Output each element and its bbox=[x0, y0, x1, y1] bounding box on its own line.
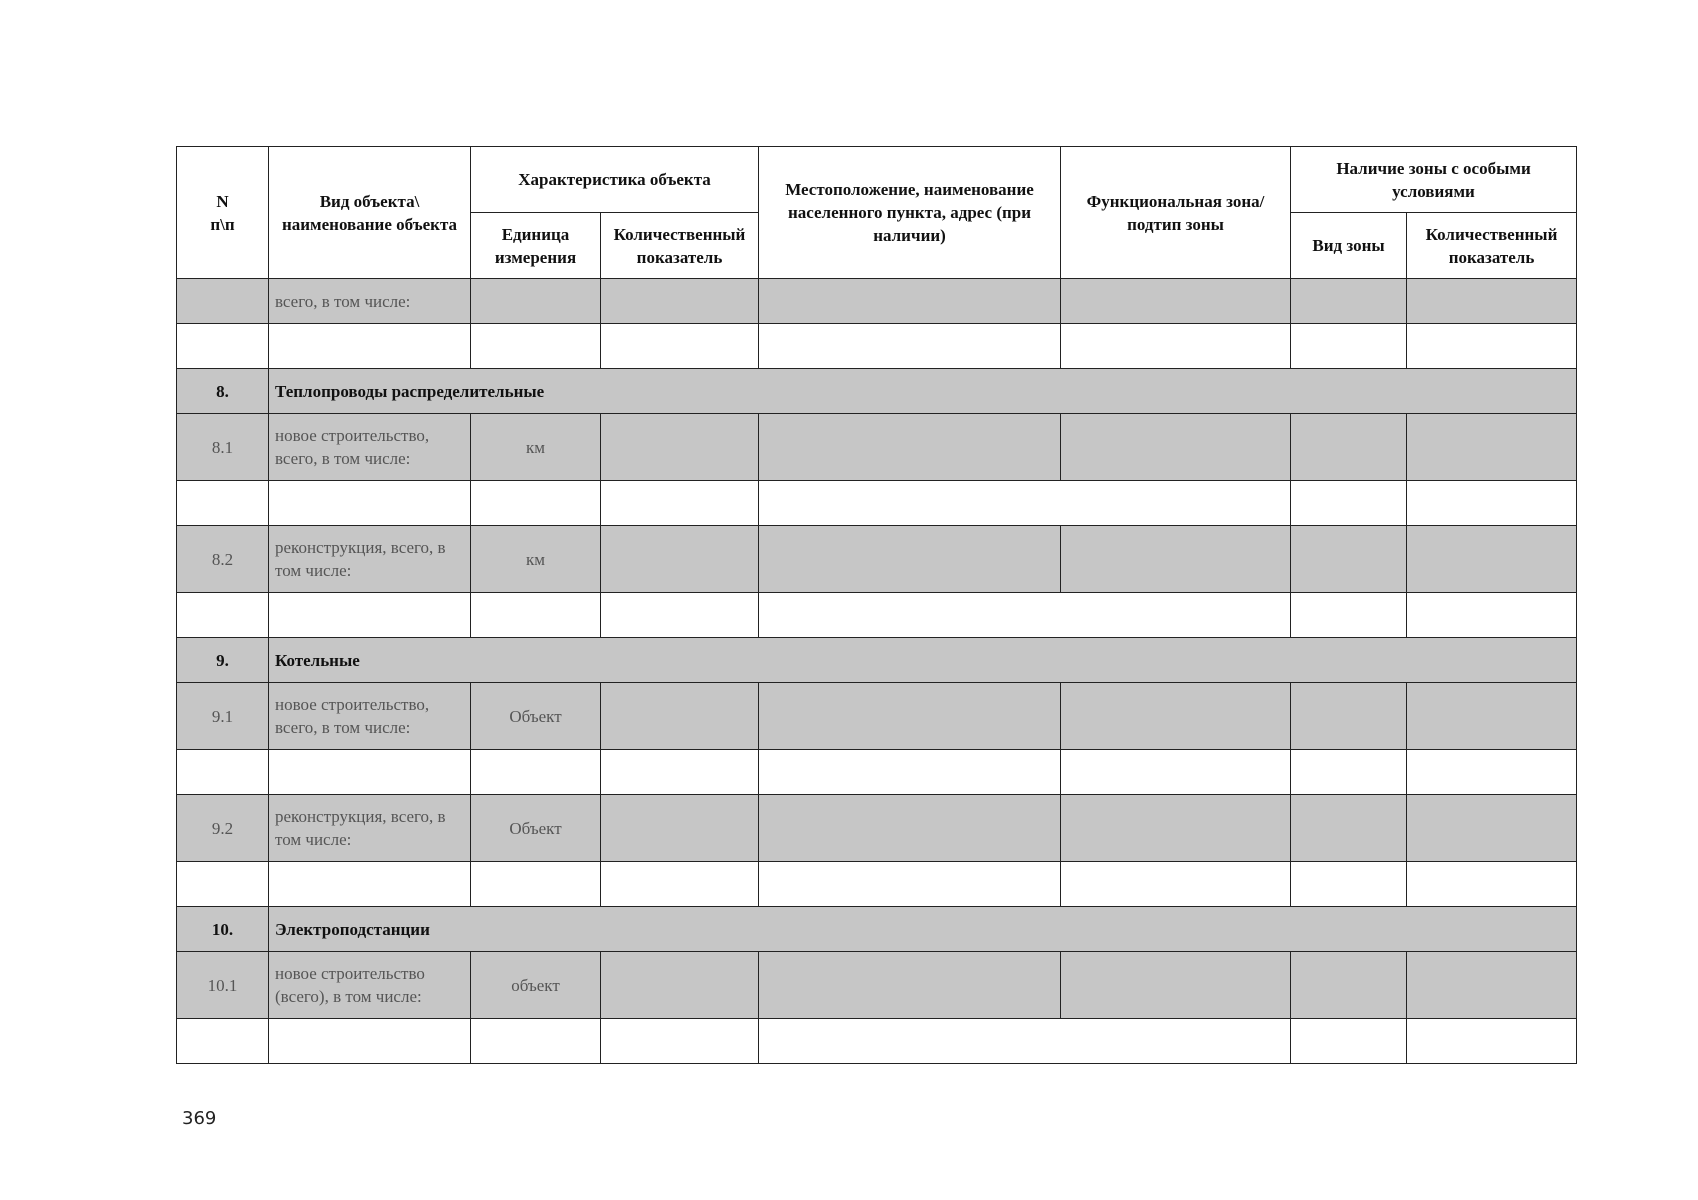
section-title: Электроподстанции bbox=[269, 907, 1577, 952]
cell-zone-quantity bbox=[1407, 1019, 1577, 1064]
table-row bbox=[177, 481, 1577, 526]
cell-label bbox=[269, 1019, 471, 1064]
cell-number bbox=[177, 862, 269, 907]
cell-label bbox=[269, 862, 471, 907]
cell-zone-quantity bbox=[1407, 683, 1577, 750]
cell-location bbox=[759, 481, 1291, 526]
cell-unit bbox=[471, 593, 601, 638]
col-header-unit: Единица измерения bbox=[471, 213, 601, 279]
cell-unit bbox=[471, 862, 601, 907]
cell-zone-quantity bbox=[1407, 750, 1577, 795]
cell-label: реконструкция, всего, в том числе: bbox=[269, 526, 471, 593]
cell-zone-type bbox=[1291, 952, 1407, 1019]
facilities-table bbox=[176, 146, 1577, 1064]
cell-number: 9.2 bbox=[177, 795, 269, 862]
cell-location bbox=[759, 526, 1061, 593]
cell-zone-quantity bbox=[1407, 324, 1577, 369]
cell-zone-quantity bbox=[1407, 795, 1577, 862]
cell-location bbox=[759, 683, 1061, 750]
cell-label: новое строительство (всего), в том числе: bbox=[269, 952, 471, 1019]
cell-unit: км bbox=[471, 526, 601, 593]
table-row bbox=[177, 414, 1577, 481]
cell-quantity bbox=[601, 862, 759, 907]
cell-zone bbox=[1061, 414, 1291, 481]
cell-zone-quantity bbox=[1407, 952, 1577, 1019]
cell-location bbox=[759, 414, 1061, 481]
cell-zone-quantity bbox=[1407, 526, 1577, 593]
table-row bbox=[177, 324, 1577, 369]
cell-number: 8.2 bbox=[177, 526, 269, 593]
col-header-functional-zone: Функциональная зона/ подтип зоны bbox=[1061, 147, 1291, 279]
cell-zone-type bbox=[1291, 414, 1407, 481]
page-number: 369 bbox=[182, 1108, 217, 1129]
cell-quantity bbox=[601, 481, 759, 526]
cell-location bbox=[759, 279, 1061, 324]
col-header-zone-type: Вид зоны bbox=[1291, 213, 1407, 279]
cell-zone-type bbox=[1291, 750, 1407, 795]
cell-label bbox=[269, 324, 471, 369]
cell-quantity bbox=[601, 1019, 759, 1064]
cell-number: 9.1 bbox=[177, 683, 269, 750]
cell-label: новое строительство, всего, в том числе: bbox=[269, 414, 471, 481]
section-title: Теплопроводы распределительные bbox=[269, 369, 1577, 414]
cell-quantity bbox=[601, 593, 759, 638]
col-header-characteristics: Характеристика объекта bbox=[471, 147, 759, 213]
cell-quantity bbox=[601, 324, 759, 369]
table-row bbox=[177, 862, 1577, 907]
cell-zone-type bbox=[1291, 862, 1407, 907]
cell-zone-type bbox=[1291, 526, 1407, 593]
cell-number bbox=[177, 481, 269, 526]
table-row bbox=[177, 593, 1577, 638]
cell-label: всего, в том числе: bbox=[269, 279, 471, 324]
cell-number bbox=[177, 1019, 269, 1064]
cell-label: новое строительство, всего, в том числе: bbox=[269, 683, 471, 750]
section-row-8 bbox=[177, 369, 1577, 414]
col-header-object-type: Вид объекта\ наименование объекта bbox=[269, 147, 471, 279]
section-row-9 bbox=[177, 638, 1577, 683]
cell-label bbox=[269, 481, 471, 526]
cell-zone-type bbox=[1291, 279, 1407, 324]
cell-number bbox=[177, 750, 269, 795]
cell-quantity bbox=[601, 795, 759, 862]
cell-zone bbox=[1061, 526, 1291, 593]
cell-unit bbox=[471, 750, 601, 795]
col-header-location: Местоположение, наименование населенного пункта, адрес (при наличии) bbox=[759, 147, 1061, 279]
table-header-row-1 bbox=[177, 147, 1577, 213]
cell-location bbox=[759, 324, 1061, 369]
cell-unit: км bbox=[471, 414, 601, 481]
cell-label: реконструкция, всего, в том числе: bbox=[269, 795, 471, 862]
cell-quantity bbox=[601, 683, 759, 750]
cell-label bbox=[269, 750, 471, 795]
cell-location bbox=[759, 1019, 1291, 1064]
cell-zone bbox=[1061, 795, 1291, 862]
cell-quantity bbox=[601, 952, 759, 1019]
cell-zone-quantity bbox=[1407, 862, 1577, 907]
cell-location bbox=[759, 862, 1061, 907]
cell-number bbox=[177, 593, 269, 638]
cell-unit: Объект bbox=[471, 683, 601, 750]
cell-unit bbox=[471, 1019, 601, 1064]
table-row bbox=[177, 683, 1577, 750]
cell-zone-type bbox=[1291, 795, 1407, 862]
section-number: 10. bbox=[177, 907, 269, 952]
cell-location bbox=[759, 750, 1061, 795]
table-row bbox=[177, 526, 1577, 593]
cell-quantity bbox=[601, 526, 759, 593]
table-row bbox=[177, 750, 1577, 795]
cell-number: 8.1 bbox=[177, 414, 269, 481]
col-header-number: N п\п bbox=[177, 147, 269, 279]
section-number: 9. bbox=[177, 638, 269, 683]
cell-unit bbox=[471, 324, 601, 369]
cell-quantity bbox=[601, 414, 759, 481]
cell-location bbox=[759, 952, 1061, 1019]
cell-number: 10.1 bbox=[177, 952, 269, 1019]
cell-zone-type bbox=[1291, 481, 1407, 526]
cell-unit: объект bbox=[471, 952, 601, 1019]
cell-zone-type bbox=[1291, 324, 1407, 369]
section-title: Котельные bbox=[269, 638, 1577, 683]
table-row bbox=[177, 952, 1577, 1019]
cell-quantity bbox=[601, 279, 759, 324]
table-row bbox=[177, 1019, 1577, 1064]
cell-location bbox=[759, 593, 1291, 638]
cell-zone bbox=[1061, 750, 1291, 795]
cell-location bbox=[759, 795, 1061, 862]
cell-zone-quantity bbox=[1407, 414, 1577, 481]
cell-zone-type bbox=[1291, 683, 1407, 750]
cell-zone-quantity bbox=[1407, 481, 1577, 526]
cell-unit bbox=[471, 481, 601, 526]
cell-number bbox=[177, 279, 269, 324]
col-header-zone-quantity: Количественный показатель bbox=[1407, 213, 1577, 279]
cell-zone bbox=[1061, 683, 1291, 750]
cell-number bbox=[177, 324, 269, 369]
cell-zone bbox=[1061, 952, 1291, 1019]
cell-zone-quantity bbox=[1407, 593, 1577, 638]
cell-zone-type bbox=[1291, 1019, 1407, 1064]
col-header-quantity: Количественный показатель bbox=[601, 213, 759, 279]
section-row-10 bbox=[177, 907, 1577, 952]
cell-zone bbox=[1061, 279, 1291, 324]
table-row bbox=[177, 279, 1577, 324]
cell-unit: Объект bbox=[471, 795, 601, 862]
table-row bbox=[177, 795, 1577, 862]
cell-zone-type bbox=[1291, 593, 1407, 638]
cell-quantity bbox=[601, 750, 759, 795]
cell-label bbox=[269, 593, 471, 638]
cell-unit bbox=[471, 279, 601, 324]
cell-zone bbox=[1061, 862, 1291, 907]
col-header-special-zone: Наличие зоны с особыми условиями bbox=[1291, 147, 1577, 213]
section-number: 8. bbox=[177, 369, 269, 414]
cell-zone bbox=[1061, 324, 1291, 369]
cell-zone-quantity bbox=[1407, 279, 1577, 324]
